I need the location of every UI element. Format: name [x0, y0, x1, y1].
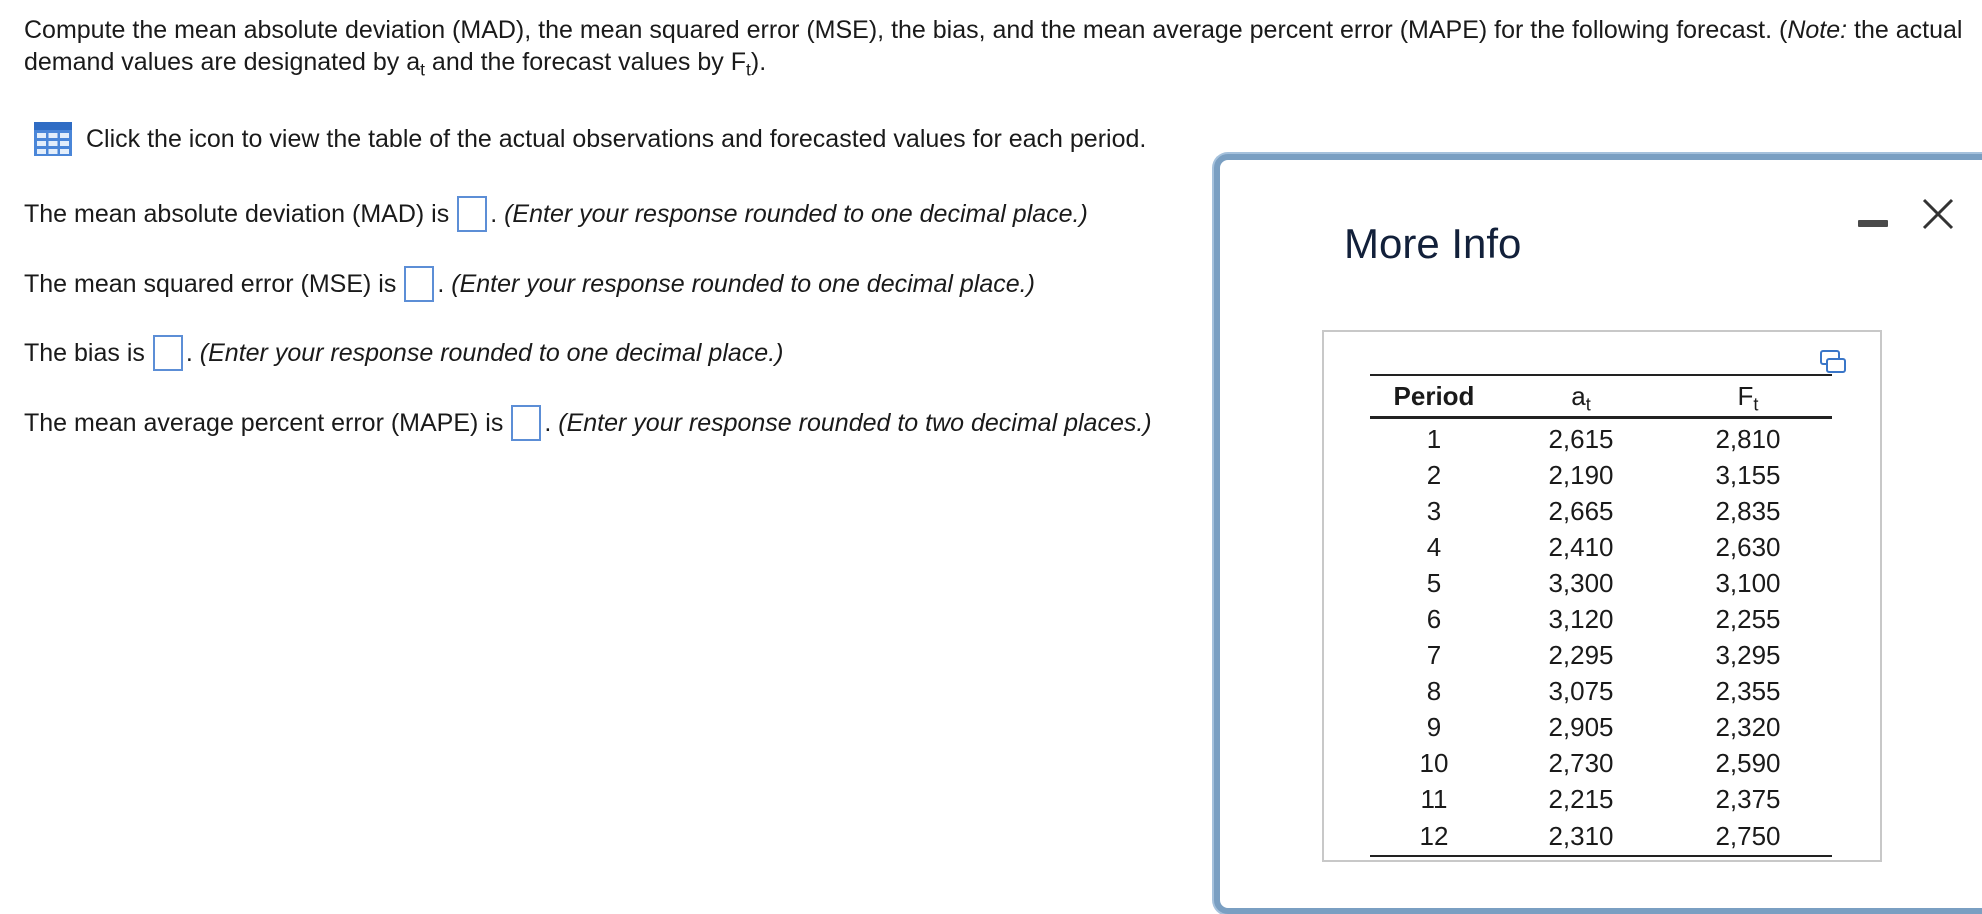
more-info-dialog — [1214, 154, 1982, 914]
actual-cell: 2,730 — [1548, 747, 1614, 778]
forecast-cell: 2,590 — [1715, 747, 1781, 778]
table-row — [1370, 493, 1832, 529]
actual-cell: 2,295 — [1548, 639, 1614, 670]
mse-hint: (Enter your response rounded to one decimal place.) — [451, 270, 1035, 298]
actual-cell: 2,215 — [1548, 783, 1614, 814]
header-forecast: $F_t$ — [1664, 375, 1832, 418]
actual-cell: 2,310 — [1498, 817, 1664, 856]
forecast-cell: 2,750 — [1664, 817, 1832, 856]
actual-cell: 2,665 — [1548, 495, 1614, 526]
subscript-t: t — [420, 59, 425, 80]
table-row — [1370, 745, 1832, 781]
period-cell: 2 — [1426, 459, 1442, 490]
mad-label: The mean absolute deviation (MAD) is — [24, 200, 450, 228]
intro-text-mid: the actual demand values are designated by a — [24, 16, 1963, 76]
period-cell: 8 — [1426, 675, 1442, 706]
table-row — [1370, 601, 1832, 637]
intro-text-end: ). — [750, 48, 767, 76]
table-row — [1370, 817, 1832, 856]
period-cell: 10 — [1419, 747, 1449, 778]
table-icon-row — [34, 121, 1146, 157]
mse-input[interactable] — [404, 266, 434, 302]
period-cell: 11 — [1420, 783, 1448, 814]
intro-text-mid2: and the forecast values by F — [424, 48, 746, 76]
actual-cell: 2,905 — [1548, 711, 1614, 742]
actual-cell: 3,120 — [1548, 603, 1614, 634]
forecast-cell: 2,255 — [1715, 603, 1781, 634]
period-cell: 3 — [1426, 495, 1442, 526]
period-cell: 6 — [1426, 603, 1442, 634]
bias-hint: (Enter your response rounded to one decimal place.) — [199, 339, 784, 367]
forecast-cell: 3,295 — [1715, 639, 1781, 670]
header-actual: $a_t$ — [1498, 375, 1664, 418]
bias-label: The bias is — [24, 339, 145, 367]
subscript-t: t — [746, 59, 751, 80]
forecast-cell: 2,630 — [1715, 531, 1781, 562]
minimize-button[interactable] — [1858, 212, 1888, 232]
mape-hint: (Enter your response rounded to two decimal places.) — [558, 409, 1152, 437]
punct: . — [185, 339, 193, 367]
forecast-cell: 2,835 — [1715, 495, 1781, 526]
header-period: Period — [1370, 375, 1498, 418]
close-icon[interactable] — [1920, 196, 1956, 232]
mad-hint: (Enter your response rounded to one decimal place.) — [504, 200, 1088, 228]
table-container — [1322, 330, 1882, 862]
forecast-cell: 2,810 — [1715, 423, 1781, 454]
actual-cell: 2,615 — [1548, 423, 1614, 454]
table-icon[interactable] — [34, 122, 72, 156]
table-row — [1370, 418, 1832, 458]
mape-input[interactable] — [511, 405, 541, 441]
table-row — [1370, 529, 1832, 565]
actual-cell: 2,190 — [1548, 459, 1614, 490]
forecast-cell: 3,155 — [1715, 459, 1781, 490]
table-header-row — [1370, 375, 1832, 418]
forecast-cell: 3,100 — [1715, 567, 1781, 598]
forecast-cell: 2,355 — [1715, 675, 1781, 706]
actual-cell: 3,300 — [1548, 567, 1614, 598]
table-row — [1370, 457, 1832, 493]
mape-question — [24, 405, 1152, 441]
bias-question — [24, 335, 783, 371]
actual-cell: 2,410 — [1548, 531, 1614, 562]
mape-label: The mean average percent error (MAPE) is — [24, 409, 504, 437]
intro-text-start: Compute the mean absolute deviation (MAD), the mean squared error (MSE), the bias, and the mean average percent error (MAPE) for the following forecast. ( — [24, 16, 1788, 44]
mad-question — [24, 196, 1088, 232]
period-cell: 9 — [1426, 711, 1442, 742]
icon-instruction: Click the icon to view the table of the actual observations and forecasted values for each period. — [86, 124, 1147, 153]
punct: . — [490, 200, 498, 228]
period-cell: 7 — [1426, 639, 1442, 670]
forecast-table — [1370, 374, 1832, 857]
forecast-cell: 2,320 — [1715, 711, 1781, 742]
punct: . — [544, 409, 552, 437]
forecast-cell: 2,375 — [1715, 783, 1781, 814]
period-cell: 1 — [1426, 423, 1442, 454]
bias-input[interactable] — [153, 335, 183, 371]
copy-icon[interactable] — [1820, 350, 1846, 374]
actual-cell: 3,075 — [1548, 675, 1614, 706]
dialog-title: More Info — [1344, 220, 1522, 267]
period-cell: 5 — [1426, 567, 1442, 598]
mad-input[interactable] — [457, 196, 487, 232]
mse-question — [24, 266, 1035, 302]
table-row — [1370, 781, 1832, 817]
period-cell: 4 — [1426, 531, 1442, 562]
table-row — [1370, 637, 1832, 673]
punct: . — [437, 270, 445, 298]
question-text — [24, 14, 1974, 78]
table-row — [1370, 565, 1832, 601]
period-cell: 12 — [1370, 817, 1498, 856]
mse-label: The mean squared error (MSE) is — [24, 270, 397, 298]
table-row — [1370, 673, 1832, 709]
table-row — [1370, 709, 1832, 745]
note-label: Note: — [1787, 16, 1848, 44]
